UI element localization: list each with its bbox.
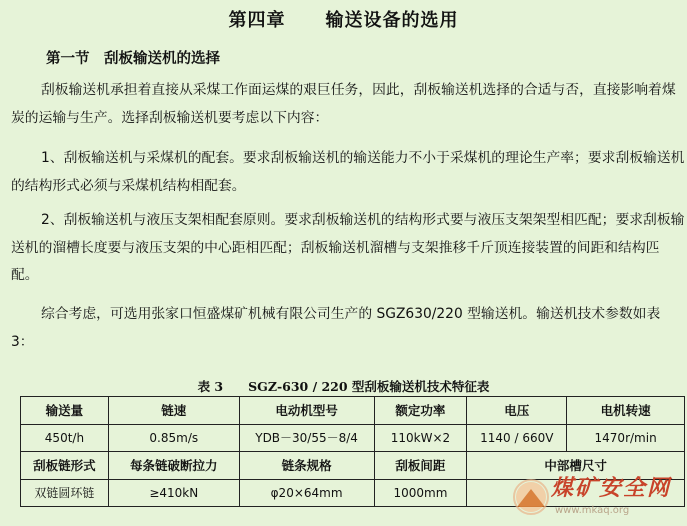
table-header-cell: 链速 xyxy=(108,397,239,425)
table-cell: φ20×64mm xyxy=(239,479,374,507)
sun-logo-icon xyxy=(509,473,553,517)
table-cell: 双链圆环链 xyxy=(21,479,109,507)
chapter-heading xyxy=(0,6,687,32)
table-cell: 1140 / 660V xyxy=(467,424,567,452)
table-header-cell: 刮板间距 xyxy=(374,452,467,480)
table-header-cell: 中部槽尺寸 xyxy=(467,452,685,480)
table-cell: 0.85m/s xyxy=(108,424,239,452)
watermark-text: 煤矿安全网 xyxy=(551,476,672,501)
table-header-cell: 电动机型号 xyxy=(239,397,374,425)
watermark-logo xyxy=(505,467,687,526)
table-cell: 1000mm xyxy=(374,479,467,507)
chapter-title: 输送设备的选用 xyxy=(325,10,459,31)
paragraph-item-1: 1、刮板输送机与采煤机的配套。要求刮板输送机的输送能力不小于采煤机的理论生产率；要求刮板输送机的结构形式必须与采煤机结构相配套。 xyxy=(11,150,685,194)
table-cell: 1470r/min xyxy=(567,424,685,452)
watermark-url: www.mkaq.org xyxy=(555,505,630,516)
table-cell: 450t/h xyxy=(21,424,109,452)
table-caption: 表 3 SGZ-630 / 220 型刮板输送机技术特征表 xyxy=(197,379,490,394)
table-cell: YDB－30/55－8/4 xyxy=(239,424,374,452)
table-header-cell: 电机转速 xyxy=(567,397,685,425)
section-title: 第一节 刮板输送机的选择 xyxy=(46,50,220,67)
paragraph-intro: 刮板输送机承担着直接从采煤工作面运煤的艰巨任务，因此，刮板输送机选择的合适与否，直接影响着煤炭的运输与生产。选择刮板输送机要考虑以下内容： xyxy=(11,82,676,126)
paragraph-conclusion: 综合考虑，可选用张家口恒盛煤矿机械有限公司生产的 SGZ630/220 型输送机。输送机技术参数如表 3： xyxy=(11,306,661,350)
table-header-cell: 电压 xyxy=(467,397,567,425)
table-header-cell: 额定功率 xyxy=(374,397,467,425)
table-header-cell: 输送量 xyxy=(21,397,109,425)
table-header-row xyxy=(21,397,685,425)
table-header-cell: 每条链破断拉力 xyxy=(108,452,239,480)
table-header-cell: 刮板链形式 xyxy=(21,452,109,480)
table-cell: ≥410kN xyxy=(108,479,239,507)
table-row xyxy=(21,424,685,452)
paragraph-item-2: 2、刮板输送机与液压支架相配套原则。要求刮板输送机的结构形式要与液压支架架型相匹配；要求刮板输送机的溜槽长度要与液压支架的中心距相匹配；刮板输送机溜槽与支架推移千斤顶连接装置的间距和结构匹配。 xyxy=(11,212,685,283)
table-header-cell: 链条规格 xyxy=(239,452,374,480)
chapter-number: 第四章 xyxy=(228,10,286,31)
table-cell: 110kW×2 xyxy=(374,424,467,452)
